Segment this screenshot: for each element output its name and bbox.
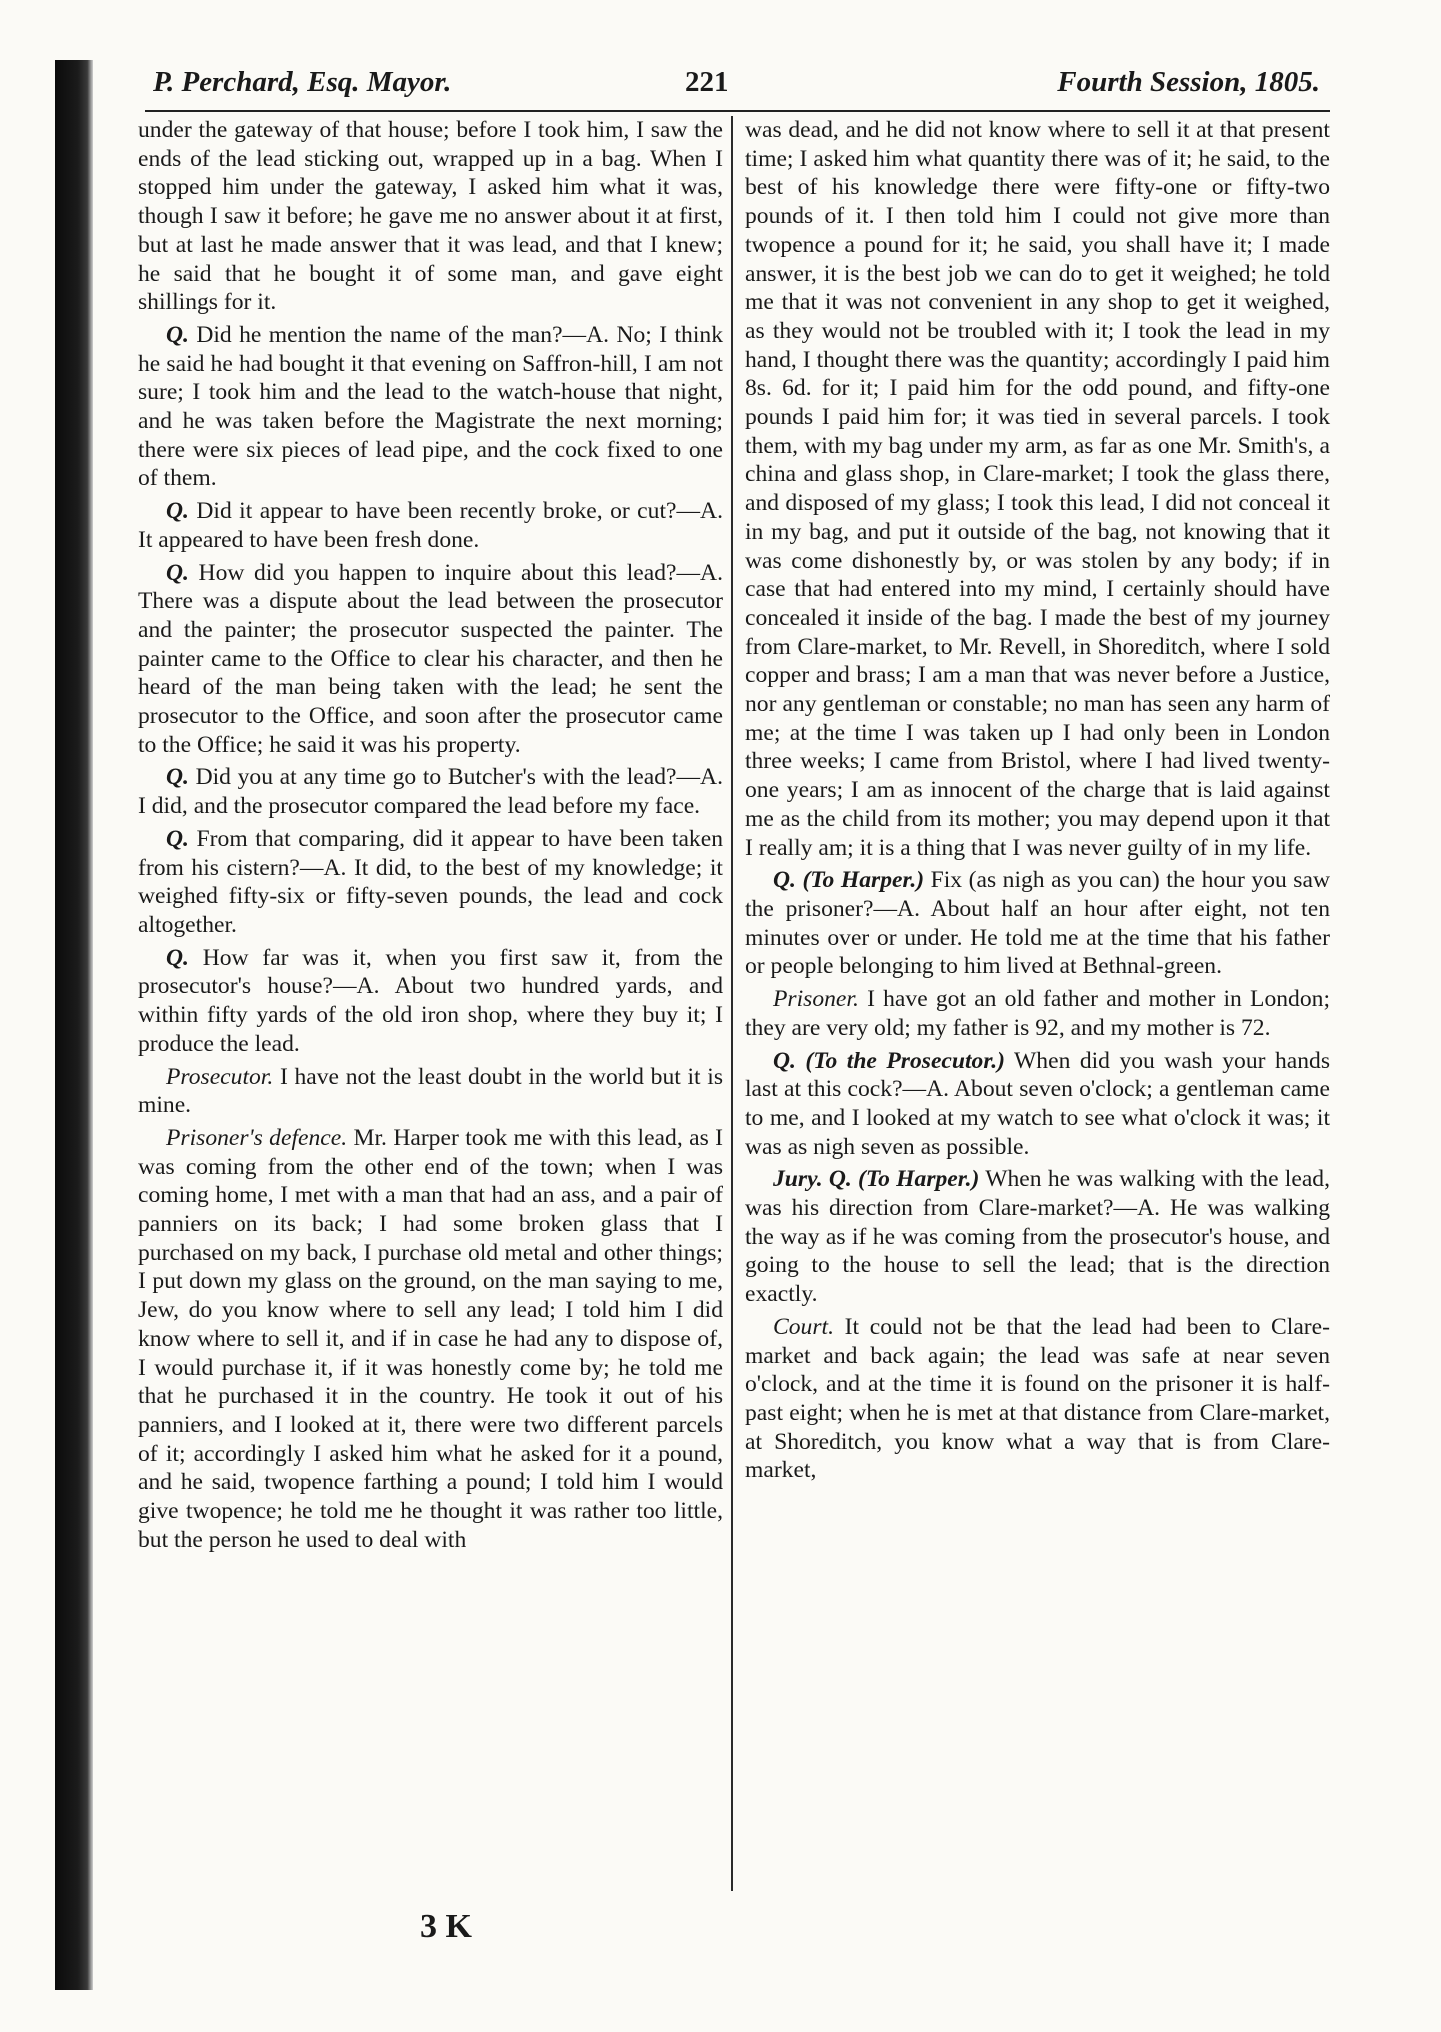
speaker-label: Court. [773, 1313, 834, 1340]
header-mayor: P. Perchard, Esq. Mayor. [153, 66, 452, 98]
paragraph-text: It could not be that the lead had been to Clare-market and back again; the lead was safe at near seven o'clock, and at the time it is found on the prisoner it is half-past eight; when he is met at that distance from Clare-market, at Shoreditch, you know what a way that is from Clare-market, [745, 1313, 1330, 1484]
paragraph-text: When did you wash your hands last at this cock?—A. About seven o'clock; a gentleman came to me, and I looked at my watch to see what o'clock it was; it was as nigh seven as possible. [745, 1047, 1330, 1160]
paragraph [138, 763, 723, 820]
paragraph [745, 1165, 1330, 1309]
paragraph [138, 559, 723, 760]
paragraph-text: How did you happen to inquire about this lead?—A. There was a dispute about the lead between the prosecutor and the painter; the prosecutor suspected the painter. The painter came to the Office to clear his character, and then he heard of the man being taken with the lead; he sent the prosecutor to the Office, and soon after the prosecutor came to the Office; he said it was his property. [138, 559, 723, 758]
paragraph [745, 1047, 1330, 1162]
paragraph-text: I have got an old father and mother in London; they are very old; my father is 92, and my mother is 72. [745, 986, 1330, 1041]
speaker-label: Q. [166, 321, 189, 348]
speaker-label: Q. [166, 559, 189, 586]
book-spine-shadow [55, 60, 93, 1990]
speaker-label: Q. [166, 764, 189, 791]
paragraph [138, 944, 723, 1059]
speaker-label: Prisoner's defence. [166, 1124, 348, 1151]
paragraph-text: I have not the least doubt in the world but it is mine. [138, 1063, 723, 1119]
running-header [145, 62, 1330, 112]
paragraph [745, 866, 1330, 981]
speaker-label: Prosecutor. [166, 1063, 274, 1090]
paragraph [745, 116, 1330, 862]
speaker-label: Q. [166, 825, 189, 852]
speaker-label: Q. [166, 944, 189, 971]
speaker-label: Q. (To Harper.) [773, 867, 925, 894]
speaker-label: Jury. Q. (To Harper.) [773, 1166, 980, 1193]
column-divider [731, 116, 733, 1891]
paragraph [138, 321, 723, 493]
paragraph-text: Did it appear to have been recently broke, or cut?—A. It appeared to have been fresh done. [138, 498, 723, 553]
speaker-label: Q. (To the Prosecutor.) [773, 1047, 1005, 1074]
paragraph-text: Did you at any time go to Butcher's with the lead?—A. I did, and the prosecutor compared the lead before my face. [138, 764, 723, 820]
header-session: Fourth Session, 1805. [1057, 66, 1320, 98]
right-column [745, 116, 1330, 1489]
speaker-label: Q. [166, 498, 189, 525]
paragraph-text: Fix (as nigh as you can) the hour you saw the prisoner?—A. About half an hour after eight, not ten minutes over or under. He told me at the time that his father or people belonging to him lived at Bethnal-green. [745, 867, 1330, 980]
paragraph-text: under the gateway of that house; before I took him, I saw the ends of the lead sticking out, wrapped up in a bag. When I stopped him under the gateway, I asked him what it was, though I saw it before; he gave me no answer about it at first, but at last he made answer that it was lead, and that I knew; he said that he bought it of some man, and gave eight shillings for it. [138, 117, 723, 316]
paragraph [138, 1124, 723, 1555]
paragraph-text: Did he mention the name of the man?—A. No; I think he said he had bought it that evening on Saffron-hill, I am not sure; I took him and the lead to the watch-house that night, and he was taken before the Magistrate the next morning; there were six pieces of lead pipe, and the cock fixed to one of them. [138, 321, 723, 492]
signature-mark: 3 K [420, 1908, 472, 1945]
left-column [138, 116, 723, 1558]
paragraph [138, 497, 723, 554]
paragraph [745, 1313, 1330, 1485]
paragraph-text: was dead, and he did not know where to sell it at that present time; I asked him what quantity there was of it; he said, to the best of his knowledge there were fifty-one or fifty-two pounds of it. I then told him I could not give more than twopence a pound for it; he said, you shall have it; I made answer, it is the best job we can do to get it weighed; he told me that it was not convenient in any shop to get it weighed, as they would not be troubled with it; I took the lead in my hand, I thought there was the quantity; accordingly I paid him 8s. 6d. for it; I paid him for the odd pound, and fifty-one pounds I paid him for; it was tied in several parcels. I took them, with my bag under my arm, as far as one Mr. Smith's, a china and glass shop, in Clare-market; I took the glass there, and disposed of my glass; I took this lead, I did not conceal it in my bag, and put it outside of the bag, not knowing that it was come dishonestly by, or was stolen by any body; if in case that had entered into my mind, I certainly should have concealed it inside of the bag. I made the best of my journey from Clare-market, to Mr. Revell, in Shoreditch, where I sold copper and brass; I am a man that was never before a Justice, nor any gentleman or constable; no man has seen any harm of me; at the time I was taken up I had only been in London three weeks; I came from Bristol, where I had lived twenty-one years; I am as innocent of the charge that is laid against me as the child from its mother; you may depend upon it that I really am; it is a thing that I was never guilty of in my life. [745, 117, 1330, 861]
paragraph [745, 985, 1330, 1042]
paragraph [138, 116, 723, 317]
paragraph-text: How far was it, when you first saw it, from the prosecutor's house?—A. About two hundred yards, and within fifty yards of the old iron shop, where they buy it; I produce the lead. [138, 944, 723, 1057]
paragraph-text: When he was walking with the lead, was his direction from Clare-market?—A. He was walking the way as if he was coming from the prosecutor's house, and going to the house to sell the lead; that is the direction exactly. [745, 1166, 1330, 1308]
paragraph [138, 825, 723, 940]
speaker-label: Prisoner. [773, 986, 859, 1013]
paragraph [138, 1063, 723, 1120]
paragraph-text: Mr. Harper took me with this lead, as I was coming from the other end of the town; when I was coming home, I met with a man that had an ass, and a pair of panniers on its back; I had some broken glass that I purchased on my back, I purchase old metal and other things; I put down my glass on the ground, on the man saying to me, Jew, do you know where to sell any lead; I told him I did know where to sell it, and if in case he had any to dispose of, I would purchase it, if it was honestly come by; he told me that he purchased it in the country. He took it out of his panniers, and I looked at it, there were two different parcels of it; accordingly I asked him what he asked for it a pound, and he said, twopence farthing a pound; I told him I would give twopence; he told me he thought it was rather too little, but the person he used to deal with [138, 1124, 723, 1553]
page-number: 221 [685, 66, 729, 98]
paragraph-text: From that comparing, did it appear to have been taken from his cistern?—A. It did, to the best of my knowledge; it weighed fifty-six or fifty-seven pounds, the lead and cock altogether. [138, 825, 723, 938]
